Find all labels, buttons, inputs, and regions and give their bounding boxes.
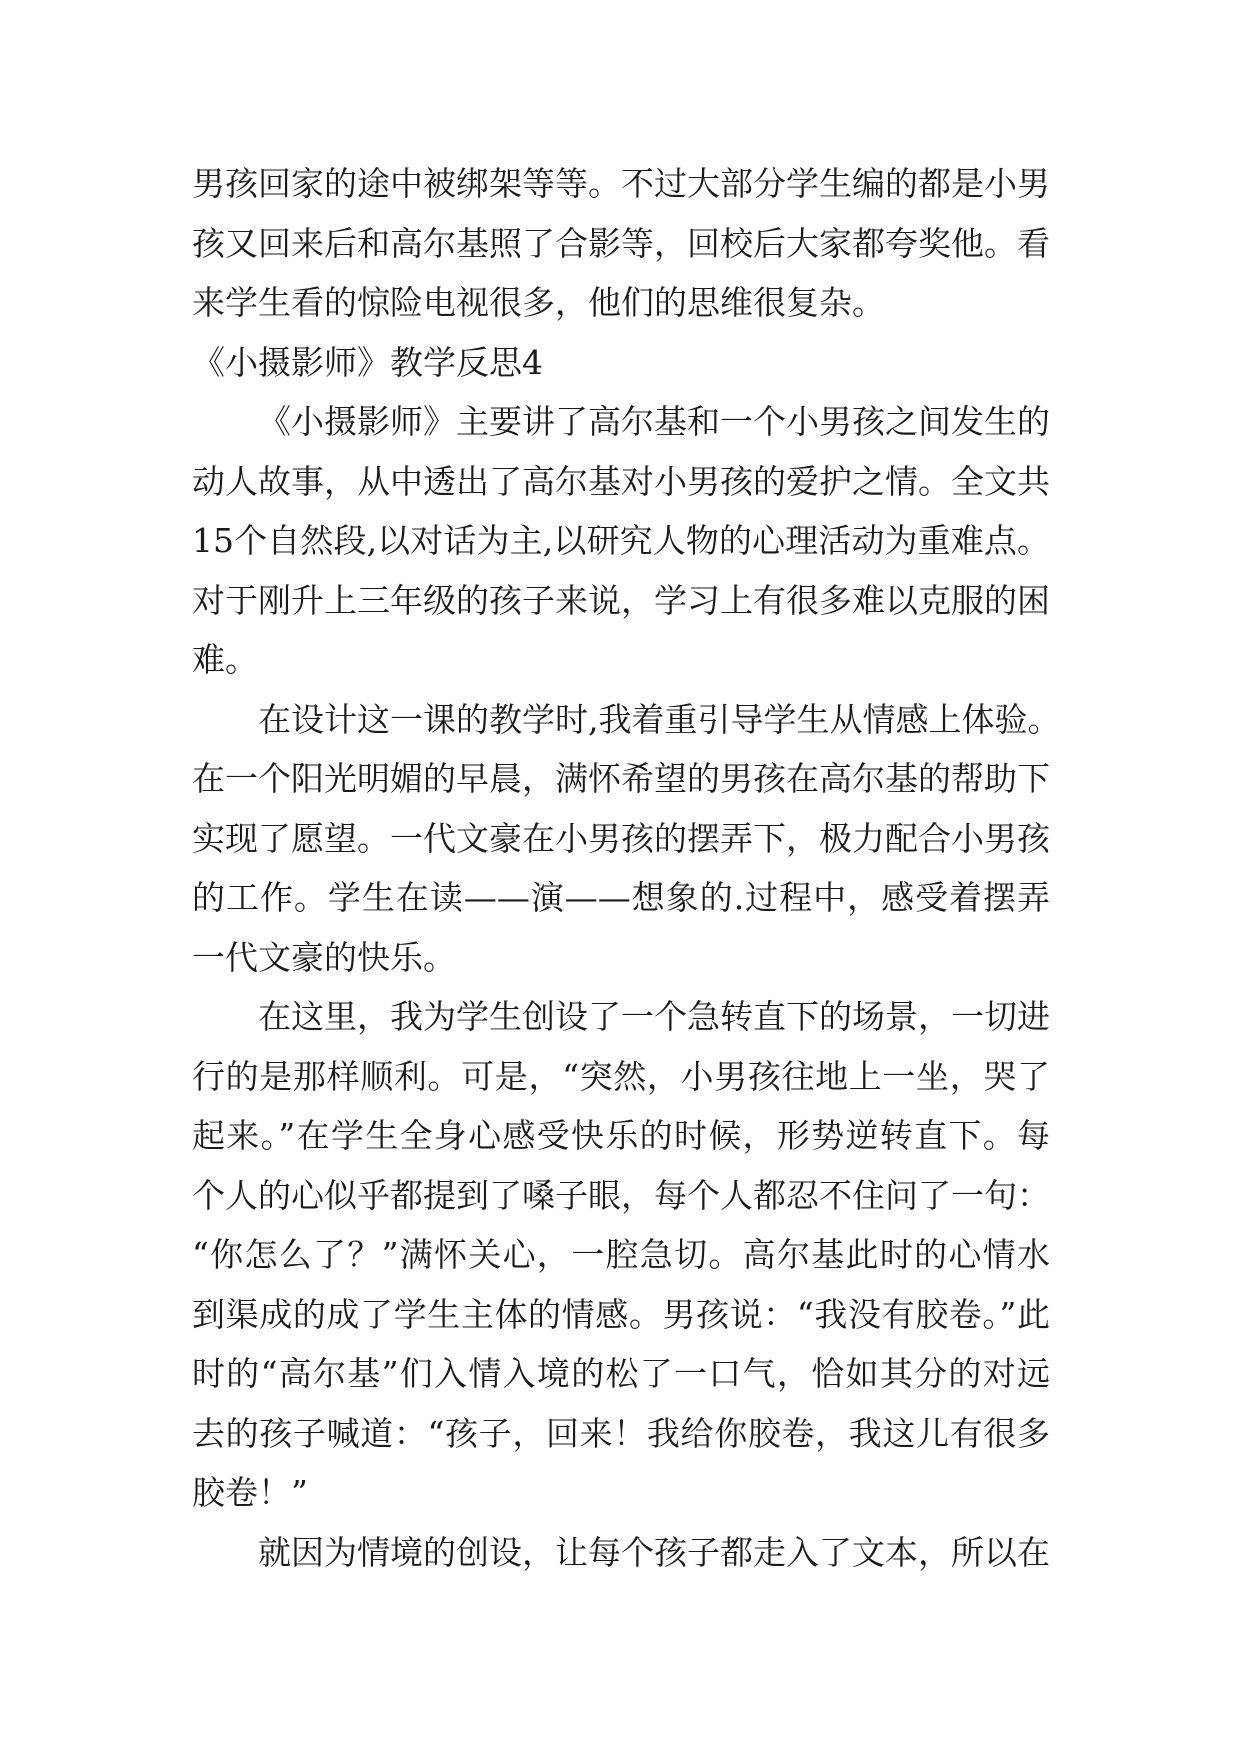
text-line: 实现了愿望。一代文豪在小男孩的摆弄下，极力配合小男孩 bbox=[192, 818, 1050, 858]
text-line: 男孩回家的途中被绑架等等。不过大部分学生编的都是小男 bbox=[192, 164, 1050, 203]
text-line: 在设计这一课的教学时,我着重引导学生从情感上体验。 bbox=[258, 699, 1061, 739]
text-line: 《小摄影师》主要讲了高尔基和一个小男孩之间发生的 bbox=[258, 402, 1050, 441]
paragraph bbox=[192, 154, 1050, 333]
text-line: 15个自然段,以对话为主,以研究人物的心理活动为重难点。 bbox=[192, 521, 1050, 560]
text-line: 孩又回来后和高尔基照了合影等，回校后大家都夸奖他。看 bbox=[192, 223, 1050, 263]
section-heading bbox=[192, 333, 1050, 393]
document-body bbox=[192, 154, 1061, 1582]
text-line: 就因为情境的创设，让每个孩子都走入了文本，所以在 bbox=[258, 1532, 1050, 1572]
paragraph bbox=[192, 690, 1061, 988]
text-line: 去的孩子喊道：“孩子，回来！我给你胶卷，我这儿有很多 bbox=[192, 1413, 1050, 1453]
text-line: 在这里，我为学生创设了一个急转直下的场景，一切进 bbox=[258, 997, 1050, 1036]
text-line: 胶卷！” bbox=[192, 1473, 308, 1512]
text-line: 难。 bbox=[192, 640, 258, 679]
text-line: 在一个阳光明媚的早晨，满怀希望的男孩在高尔基的帮助下 bbox=[192, 759, 1050, 798]
text-line: 到渠成的成了学生主体的情感。男孩说：“我没有胶卷。”此 bbox=[192, 1294, 1050, 1334]
text-line: 对于刚升上三年级的孩子来说，学习上有很多难以克服的困 bbox=[192, 580, 1050, 620]
heading-text: 《小摄影师》教学反思4 bbox=[192, 342, 543, 382]
text-line: 起来。”在学生全身心感受快乐的时候，形势逆转直下。每 bbox=[192, 1116, 1050, 1155]
text-line: 时的“高尔基”们入情入境的松了一口气，恰如其分的对远 bbox=[192, 1354, 1050, 1393]
text-line: 来学生看的惊险电视很多，他们的思维很复杂。 bbox=[192, 283, 885, 322]
text-line: 行的是那样顺利。可是，“突然，小男孩往地上一坐，哭了 bbox=[192, 1056, 1050, 1096]
text-line: 个人的心似乎都提到了嗓子眼，每个人都忍不住问了一句： bbox=[192, 1175, 1050, 1215]
text-line: 动人故事，从中透出了高尔基对小男孩的爱护之情。全文共 bbox=[192, 461, 1050, 501]
paragraph bbox=[192, 1523, 1050, 1583]
text-line: 的工作。学生在读——演——想象的.过程中，感受着摆弄 bbox=[192, 878, 1050, 917]
text-line: “你怎么了？”满怀关心，一腔急切。高尔基此时的心情水 bbox=[192, 1235, 1050, 1274]
paragraph bbox=[192, 987, 1050, 1523]
text-line: 一代文豪的快乐。 bbox=[192, 937, 456, 977]
paragraph bbox=[192, 392, 1050, 690]
